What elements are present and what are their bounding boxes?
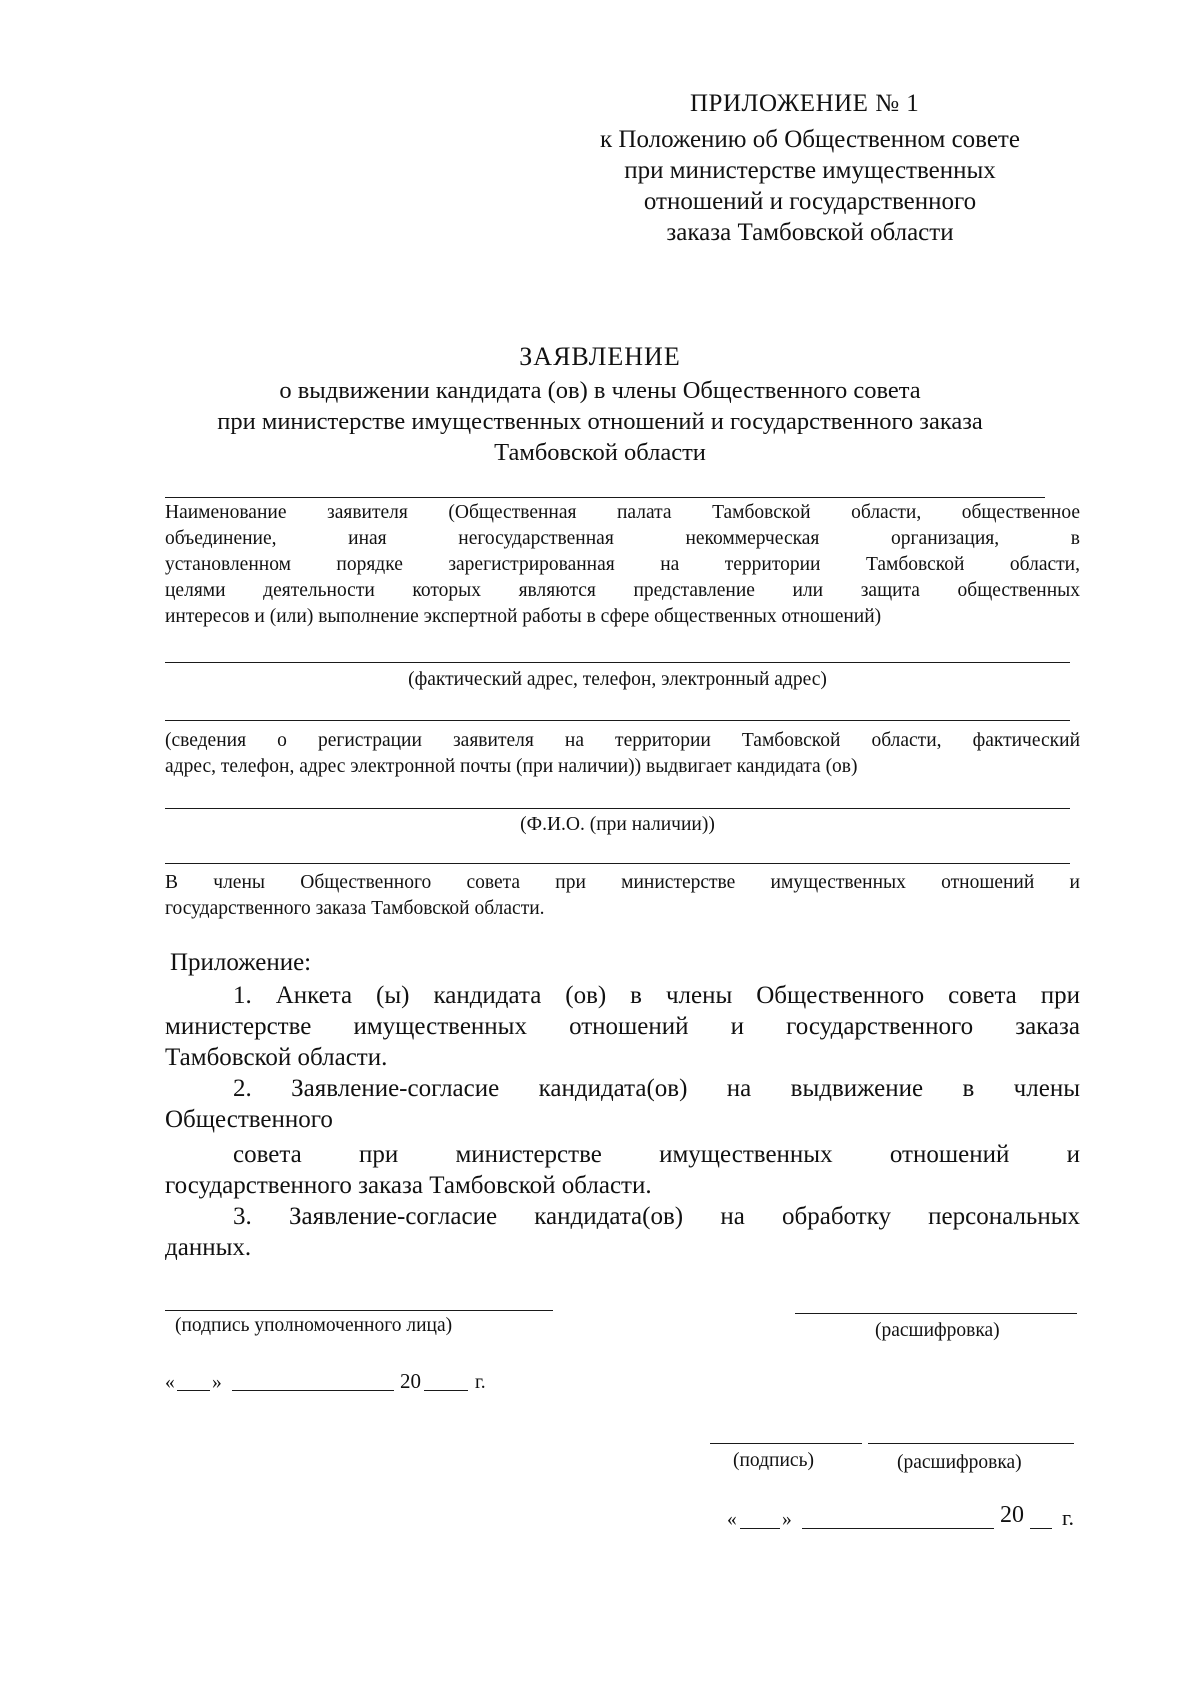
signature-line[interactable] — [710, 1443, 862, 1444]
statement-line: В члены Общественного совета при министерстве имущественных отношений и — [165, 872, 1080, 893]
attachment-item-2-cont: Общественного — [165, 1106, 333, 1133]
appendix-line: отношений и государственного — [643, 188, 977, 215]
council-statement — [165, 870, 1080, 922]
month-field-2[interactable] — [802, 1528, 994, 1529]
address-line[interactable] — [165, 662, 1070, 663]
appendix-line: при министерстве имущественных — [624, 157, 996, 184]
subtitle-line: при министерстве имущественных отношений и государственного заказа — [217, 408, 983, 435]
decoding-line[interactable] — [795, 1313, 1077, 1314]
appendix-line: к Положению об Общественном совете — [600, 126, 1020, 153]
fio-caption: (Ф.И.О. (при наличии)) — [520, 814, 715, 835]
caption-line: интересов и (или) выполнение экспертной работы в сфере общественных отношений) — [165, 606, 882, 627]
attachment-item-1: 1. Анкета (ы) кандидата (ов) в члены Общественного совета при — [233, 982, 1080, 1009]
caption-line: объединение, иная негосударственная некоммерческая организация, в — [165, 528, 1080, 549]
date-open-quote: « — [165, 1372, 175, 1393]
applicant-caption — [165, 500, 1080, 630]
signature-caption: (подпись) — [733, 1450, 814, 1471]
year-suffix: г. — [475, 1372, 486, 1393]
date-close-quote-2: » — [782, 1509, 792, 1530]
year-field[interactable] — [424, 1390, 468, 1391]
caption-line: целями деятельности которых являются представление или защита общественных — [165, 580, 1080, 601]
caption-line: адрес, телефон, адрес электронной почты (при наличии)) выдвигает кандидата (ов) — [165, 756, 858, 777]
caption-line: (сведения о регистрации заявителя на территории Тамбовской области, фактический — [165, 730, 1080, 751]
attachment-item-2-cont: совета при министерстве имущественных отношений и — [233, 1141, 1080, 1168]
document-subtitle — [100, 375, 1100, 468]
attachment-item-1-cont: министерстве имущественных отношений и государственного заказа — [165, 1013, 1080, 1040]
document-title: ЗАЯВЛЕНИЕ — [519, 342, 681, 371]
subtitle-line: о выдвижении кандидата (ов) в члены Общественного совета — [279, 377, 921, 404]
appendix-line: заказа Тамбовской области — [666, 219, 954, 246]
attachment-item-2: 2. Заявление-согласие кандидата(ов) на выдвижение в члены — [233, 1075, 1080, 1102]
statement-line: государственного заказа Тамбовской области. — [165, 898, 545, 919]
candidate-fio-line[interactable] — [165, 808, 1070, 809]
attachment-item-3-cont: данных. — [165, 1234, 252, 1261]
year-suffix-2: г. — [1062, 1505, 1075, 1530]
registration-caption — [165, 728, 1080, 780]
registration-line[interactable] — [165, 720, 1070, 721]
authorized-signature-caption: (подпись уполномоченного лица) — [175, 1315, 453, 1336]
attachment-item-2-cont: государственного заказа Тамбовской области. — [165, 1172, 652, 1199]
attachments-heading: Приложение: — [170, 949, 312, 976]
date-open-quote-2: « — [727, 1509, 737, 1530]
decoding-line-2[interactable] — [868, 1443, 1074, 1444]
day-field-2[interactable] — [740, 1528, 780, 1529]
decoding-caption-2: (расшифровка) — [897, 1452, 1022, 1473]
year-prefix: 20 — [400, 1369, 421, 1393]
attachment-item-1-cont: Тамбовской области. — [165, 1044, 388, 1071]
date-close-quote: » — [212, 1372, 222, 1393]
subtitle-line: Тамбовской области — [494, 439, 706, 466]
appendix-title: ПРИЛОЖЕНИЕ № 1 — [690, 90, 920, 117]
day-field[interactable] — [177, 1390, 210, 1391]
year-field-2[interactable] — [1030, 1528, 1052, 1529]
authorized-signature-line[interactable] — [165, 1310, 553, 1311]
caption-line: установленном порядке зарегистрированная на территории Тамбовской области, — [165, 554, 1080, 575]
decoding-caption: (расшифровка) — [875, 1320, 1000, 1341]
attachments-list — [165, 980, 1080, 1263]
attachment-item-3: 3. Заявление-согласие кандидата(ов) на обработку персональных — [233, 1203, 1080, 1230]
address-caption: (фактический адрес, телефон, электронный адрес) — [408, 669, 827, 690]
year-prefix-2: 20 — [1000, 1502, 1024, 1528]
applicant-name-line[interactable] — [165, 497, 1045, 498]
caption-line: Наименование заявителя (Общественная палата Тамбовской области, общественное — [165, 502, 1080, 523]
month-field[interactable] — [232, 1390, 394, 1391]
appendix-reference — [560, 124, 1060, 248]
council-line[interactable] — [165, 863, 1070, 864]
